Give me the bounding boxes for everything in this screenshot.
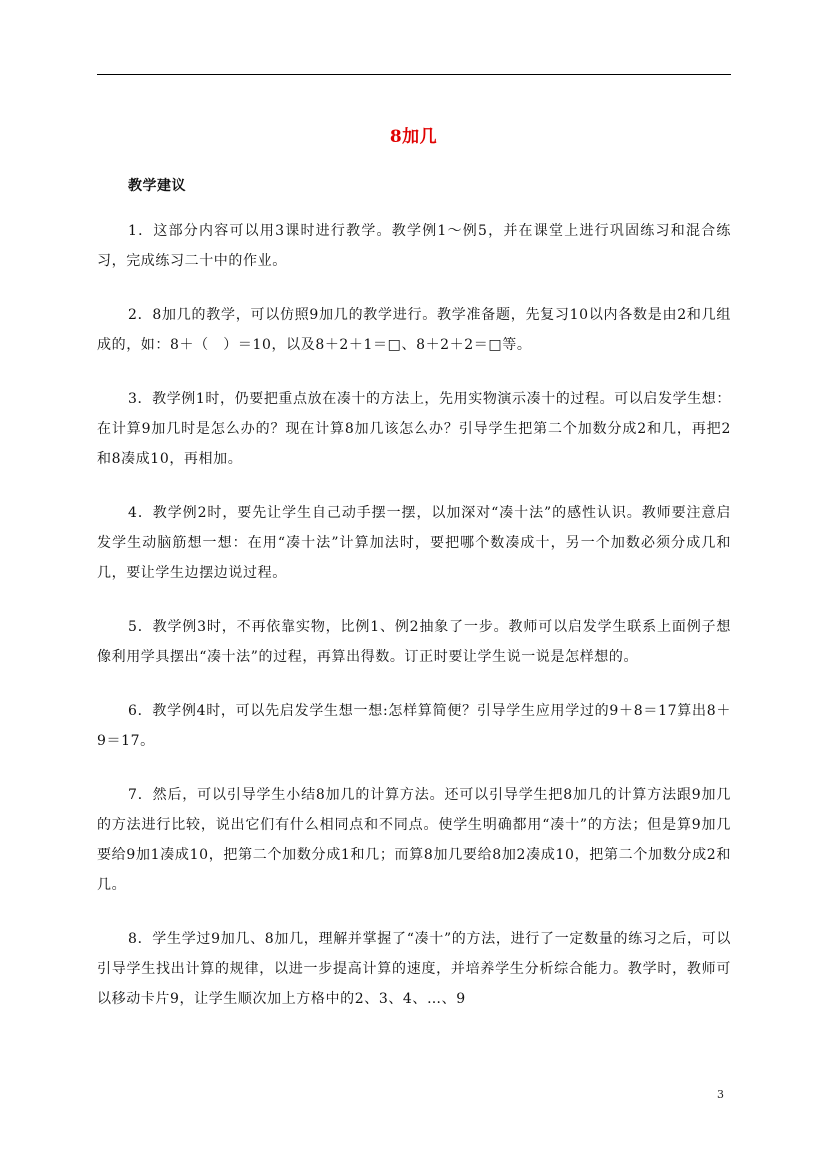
- header-rule: [97, 74, 731, 75]
- section-heading: 教学建议: [128, 178, 186, 194]
- body-content: [97, 216, 731, 1038]
- paragraph-8: 8．学生学过9加几、8加几，理解并掌握了“凑十”的方法，进行了一定数量的练习之后，可以引导学生找出计算的规律，以进一步提高计算的速度，并培养学生分析综合能力。教学时，教师可以移动卡片9，让学生顺次加上方格中的2、3、4、…、9: [97, 931, 731, 1007]
- paragraph-6: 6．教学例4时，可以先启发学生想一想:怎样算简便？引导学生应用学过的9＋8＝17算出8＋9＝17。: [97, 703, 731, 749]
- paragraph-2: 2．8加几的教学，可以仿照9加几的教学进行。教学准备题，先复习10以内各数是由2和几组成的，如：8＋（ ）＝10，以及8＋2＋1＝□、8＋2＋2＝□等。: [97, 307, 731, 353]
- paragraph-1: 1．这部分内容可以用3课时进行教学。教学例1～例5，并在课堂上进行巩固练习和混合练习，完成练习二十中的作业。: [97, 223, 731, 269]
- paragraph-3: 3．教学例1时，仍要把重点放在凑十的方法上，先用实物演示凑十的过程。可以启发学生想：在计算9加几时是怎么办的？现在计算8加几该怎么办？引导学生把第二个加数分成2和几，再把2和8凑成10，再相加。: [97, 391, 732, 467]
- page-title: 8加几: [389, 127, 438, 147]
- paragraph-5: 5．教学例3时，不再依靠实物，比例1、例2抽象了一步。教师可以启发学生联系上面例子想像利用学具摆出“凑十法”的过程，再算出得数。订正时要让学生说一说是怎样想的。: [97, 619, 731, 665]
- paragraph-7: 7．然后，可以引导学生小结8加几的计算方法。还可以引导学生把8加几的计算方法跟9加几的方法进行比较，说出它们有什么相同点和不同点。使学生明确都用“凑十”的方法；但是算9加几要给9加1凑成10，把第二个加数分成1和几；而算8加几要给8加2凑成10，把第二个加数分成2和几。: [97, 787, 731, 893]
- page-number: 3: [717, 1088, 724, 1101]
- paragraph-4: 4．教学例2时，要先让学生自己动手摆一摆，以加深对“凑十法”的感性认识。教师要注意启发学生动脑筋想一想：在用“凑十法”计算加法时，要把哪个数凑成十，另一个加数必须分成几和几，要让学生边摆边说过程。: [97, 505, 731, 581]
